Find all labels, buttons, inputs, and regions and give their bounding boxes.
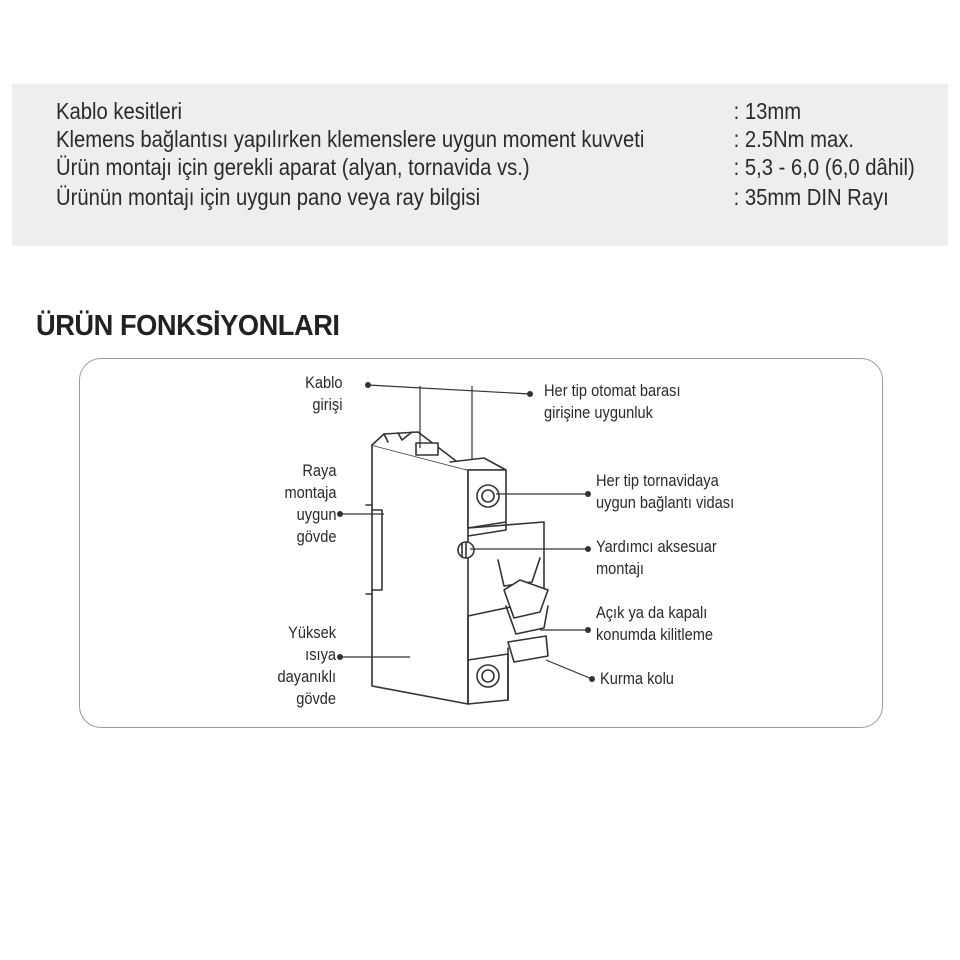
callout-rail-mount-body: Raya montaja uygun gövde [283, 461, 336, 546]
callout-screw: Her tip tornavidaya uygun bağlantı vidası [596, 471, 735, 512]
spec-value: : 13mm [733, 98, 802, 124]
spec-label: Kablo kesitleri [56, 98, 183, 124]
callout-accessory: Yardımcı aksesuar montajı [596, 537, 717, 578]
lock-icon [508, 636, 548, 662]
spec-label: Klemens bağlantısı yapılırken klemenslere uygun moment kuvveti [56, 126, 645, 152]
spec-label: Ürün montajı için gerekli aparat (alyan, tornavida vs.) [56, 154, 530, 180]
leader-lever [546, 660, 592, 679]
callout-busbar: Her tip otomat barası girişine uygunluk [544, 381, 681, 422]
spec-label: Ürünün montajı için uygun pano veya ray bilgisi [56, 184, 481, 210]
leader-cable-entry [368, 385, 530, 394]
section-title: ÜRÜN FONKSİYONLARI [36, 310, 340, 342]
spec-value: : 2.5Nm max. [733, 126, 854, 152]
callout-heat-resistant-body: Yüksek ısıya dayanıklı gövde [277, 623, 336, 708]
breaker-body-outline [372, 445, 468, 704]
spec-value: : 5,3 - 6,0 (6,0 dâhil) [733, 154, 915, 180]
callout-lock: Açık ya da kapalı konumda kilitleme [596, 603, 714, 644]
top-screw-icon [477, 485, 499, 507]
callout-lever: Kurma kolu [600, 669, 674, 688]
callout-cable-entry: Kablo girişi [304, 373, 342, 414]
bottom-screw-icon [477, 665, 499, 687]
toggle-lever-icon [504, 580, 548, 618]
spec-value: : 35mm DIN Rayı [733, 184, 889, 210]
